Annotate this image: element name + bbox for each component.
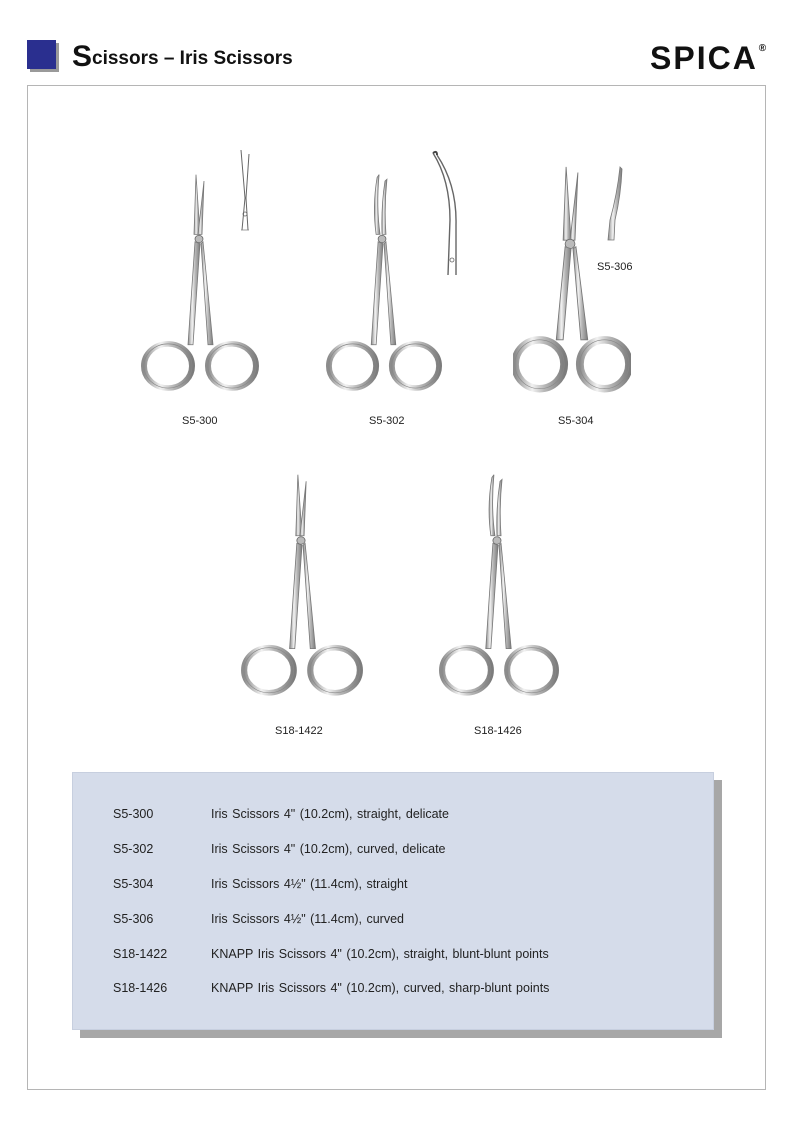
straight-tip-detail-icon [236,148,254,238]
spec-table [72,772,714,1030]
product-code-label: S18-1422 [275,725,323,737]
spec-row [113,877,407,891]
tip-detail-s5-306 [600,165,624,250]
product-image-s18-1426 [438,470,560,705]
page-title-initial: S [72,40,93,73]
spec-code: S18-1426 [113,981,168,995]
detail-code-label: S5-306 [597,261,633,273]
scissors-curved-icon [438,470,560,705]
page-title [72,40,293,74]
spec-code: S5-304 [113,877,154,891]
spec-description: Iris Scissors 4½" (11.4cm), curved [211,912,404,926]
page-title-rest: cissors – Iris Scissors [92,48,293,69]
spec-code: S5-306 [113,912,154,926]
brand-name: SPICA [650,40,758,76]
spec-description: Iris Scissors 4" (10.2cm), curved, delicate [211,842,446,856]
s5-306-curved-tip-icon [600,165,624,245]
spec-description: Iris Scissors 4½" (11.4cm), straight [211,877,408,891]
spec-description: KNAPP Iris Scissors 4" (10.2cm), curved, sharp-blunt points [211,981,550,995]
scissors-straight-icon [240,470,364,705]
spec-code: S5-302 [113,842,154,856]
spec-code: S5-300 [113,807,154,821]
tip-detail-curved [430,150,465,285]
spec-row [113,981,549,995]
curved-tip-detail-icon [430,150,465,280]
spec-code: S18-1422 [113,947,168,961]
brand-registered-mark: ® [758,43,767,54]
spec-row [113,912,404,926]
product-image-s18-1422 [240,470,364,705]
brand-square-icon [27,40,56,69]
spec-description: Iris Scissors 4" (10.2cm), straight, delicate [211,807,449,821]
product-code-label: S5-302 [369,415,405,427]
spec-description: KNAPP Iris Scissors 4" (10.2cm), straight, blunt-blunt points [211,947,549,961]
spec-row [113,807,449,821]
spec-row [113,947,549,961]
product-code-label: S5-304 [558,415,594,427]
product-code-label: S5-300 [182,415,218,427]
scissors-curved-icon [325,170,443,400]
tip-detail-straight [236,148,254,243]
product-image-s5-302 [325,170,443,400]
product-code-label: S18-1426 [474,725,522,737]
brand-logo [650,40,766,77]
spec-row [113,842,446,856]
